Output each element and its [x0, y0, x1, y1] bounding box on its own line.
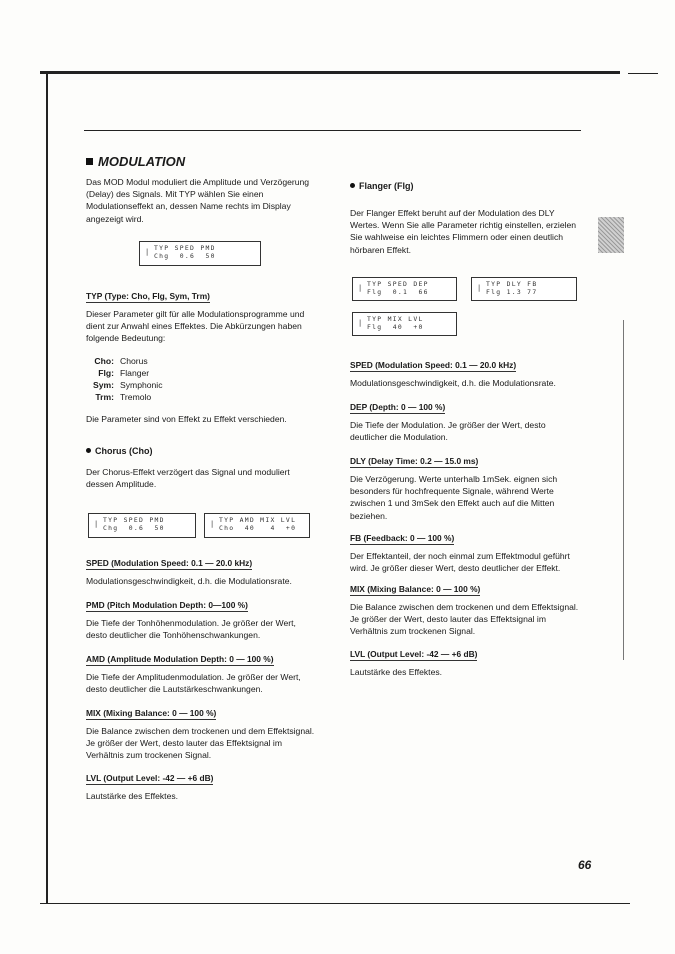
- param-heading: SPED (Modulation Speed: 0.1 — 20.0 kHz): [86, 558, 253, 568]
- lcd-line-2: Chg 0.6 50: [103, 524, 165, 532]
- lcd-line-1: TYP SPED PMD: [154, 244, 216, 252]
- param-text: Die Tiefe der Amplitudenmodulation. Je größer der Wert, desto deutlicher die Lautstärkeschwankungen.: [86, 672, 301, 695]
- def-row: Sym: Symphonic: [92, 380, 163, 391]
- chorus-param-amd: [86, 649, 318, 695]
- param-text: Modulationsgeschwindigkeit, d.h. die Modulationsrate.: [350, 378, 556, 388]
- flanger-text: Der Flanger Effekt beruht auf der Modulation des DLY Wertes. Wenn Sie alle Parameter richtig einstellen, erzielen Sie wahlweise ein leichtes Flimmern oder einen deutlich hörbaren Effekt.: [350, 208, 577, 255]
- chorus-param-lvl: [86, 768, 318, 802]
- typ-block: [86, 286, 318, 426]
- lcd-line-1: TYP AMD MIX LVL: [219, 516, 297, 524]
- chorus-param-mix: [86, 703, 318, 762]
- lcd-line-2: Flg 0.1 66: [367, 288, 429, 296]
- param-text: Die Verzögerung. Werte unterhalb 1mSek. eignen sich besonders für hochfrequente Signale, während Werte zwischen 1 und 3mSek den Effekt auch auf die Mitten beziehen.: [350, 474, 558, 521]
- lcd-line-1: TYP MIX LVL: [367, 315, 424, 323]
- lcd-display-chorus-a: | TYP SPED PMD Chg 0.6 50: [88, 513, 196, 538]
- thumb-tab: [598, 217, 624, 253]
- flanger-heading: Flanger (Flg): [350, 181, 580, 191]
- page-number: 66: [578, 858, 592, 872]
- flanger-param-lvl: [350, 644, 585, 678]
- param-heading: FB (Feedback: 0 — 100 %): [350, 533, 455, 543]
- chorus-block: [86, 446, 318, 490]
- param-text: Die Tiefe der Tonhöhenmodulation. Je größer der Wert, desto deutlicher die Tonhöhenschwankungen.: [86, 618, 296, 641]
- section-title-text: MODULATION: [98, 154, 186, 169]
- lcd-line-2: Cho 40 4 +0: [219, 524, 297, 532]
- top-bar: [40, 71, 620, 74]
- param-text: Die Tiefe der Modulation. Je größer der Wert, desto deutlicher die Modulation.: [350, 420, 546, 443]
- param-text: Die Balance zwischen dem trockenen und dem Effektsignal. Je größer der Wert, desto lauter das Effektsignal im Verhältnis zum trockenen Signal.: [86, 726, 315, 761]
- param-heading: MIX (Mixing Balance: 0 — 100 %): [350, 584, 481, 594]
- param-heading: PMD (Pitch Modulation Depth: 0—100 %): [86, 600, 248, 610]
- param-text: Lautstärke des Effektes.: [350, 667, 443, 677]
- chorus-text: Der Chorus-Effekt verzögert das Signal und moduliert dessen Amplitude.: [86, 467, 290, 490]
- flanger-block: [350, 181, 580, 256]
- left-column: [86, 176, 318, 225]
- param-heading: SPED (Modulation Speed: 0.1 — 20.0 kHz): [350, 360, 517, 370]
- flanger-param-mix: [350, 579, 585, 638]
- param-heading: DLY (Delay Time: 0.2 — 15.0 ms): [350, 456, 479, 466]
- lcd-display-chorus-b: | TYP AMD MIX LVL Cho 40 4 +0: [204, 513, 310, 538]
- typ-note: Die Parameter sind von Effekt zu Effekt verschieden.: [86, 414, 287, 425]
- chorus-heading: Chorus (Cho): [86, 446, 318, 456]
- lcd-display-flanger-b: | TYP DLY FB Flg 1.3 77: [471, 277, 577, 301]
- typ-text: Dieser Parameter gilt für alle Modulationsprogramme und dient zur Anwahl eines Effektes. Die Abkürzungen haben folgende Bedeutung:: [86, 309, 305, 344]
- lcd-line-1: TYP DLY FB: [486, 280, 538, 288]
- param-heading: LVL (Output Level: -42 — +6 dB): [86, 773, 214, 783]
- def-row: Cho: Chorus: [94, 355, 148, 366]
- section-rule: [84, 130, 581, 131]
- square-bullet-icon: [86, 158, 93, 165]
- right-margin-line: [623, 320, 624, 660]
- section-title: [86, 154, 185, 169]
- lcd-display-main: | TYP SPED PMD Chg 0.6 50: [139, 241, 261, 266]
- left-margin-line: [46, 72, 48, 904]
- param-text: Der Effektanteil, der noch einmal zum Effektmodul geführt wird. Je größer dieser Wert, desto deutlicher der Effekt.: [350, 551, 570, 574]
- typ-heading: TYP (Type: Cho, Flg, Sym, Trm): [86, 291, 210, 301]
- intro-text: Das MOD Modul moduliert die Amplitude und Verzögerung (Delay) des Signals. Mit TYP wählen Sie einen Modulationseffekt an, dessen Name rechts im Display angezeigt wird.: [86, 177, 310, 224]
- param-heading: DEP (Depth: 0 — 100 %): [350, 402, 446, 412]
- def-row: Flg: Flanger: [98, 367, 150, 378]
- param-heading: LVL (Output Level: -42 — +6 dB): [350, 649, 478, 659]
- flanger-param-fb: [350, 528, 585, 574]
- bullet-icon: [350, 183, 355, 188]
- lcd-line-2: Flg 40 +0: [367, 323, 424, 331]
- lcd-display-flanger-a: | TYP SPED DEP Flg 0.1 66: [352, 277, 457, 301]
- bullet-icon: [86, 448, 91, 453]
- abbreviation-list: [84, 355, 318, 404]
- param-text: Modulationsgeschwindigkeit, d.h. die Modulationsrate.: [86, 576, 292, 586]
- flanger-param-sped: [350, 355, 585, 389]
- lcd-display-flanger-c: | TYP MIX LVL Flg 40 +0: [352, 312, 457, 336]
- flanger-param-dep: [350, 397, 585, 443]
- param-text: Lautstärke des Effektes.: [86, 791, 179, 801]
- flanger-param-dly: [350, 451, 585, 522]
- param-text: Die Balance zwischen dem trockenen und dem Effektsignal. Je größer der Wert, desto lauter das Effektsignal im Verhältnis zum trockenen Signal.: [350, 602, 579, 637]
- param-heading: AMD (Amplitude Modulation Depth: 0 — 100 %): [86, 654, 274, 664]
- lcd-line-1: TYP SPED PMD: [103, 516, 165, 524]
- top-bar-extension: [628, 73, 658, 74]
- lcd-line-2: Chg 0.6 50: [154, 252, 216, 260]
- bottom-rule: [40, 903, 630, 904]
- param-heading: MIX (Mixing Balance: 0 — 100 %): [86, 708, 217, 718]
- def-row: Trm: Tremolo: [95, 392, 152, 403]
- chorus-param-pmd: [86, 595, 318, 641]
- lcd-line-1: TYP SPED DEP: [367, 280, 429, 288]
- lcd-line-2: Flg 1.3 77: [486, 288, 538, 296]
- chorus-param-sped: [86, 553, 318, 587]
